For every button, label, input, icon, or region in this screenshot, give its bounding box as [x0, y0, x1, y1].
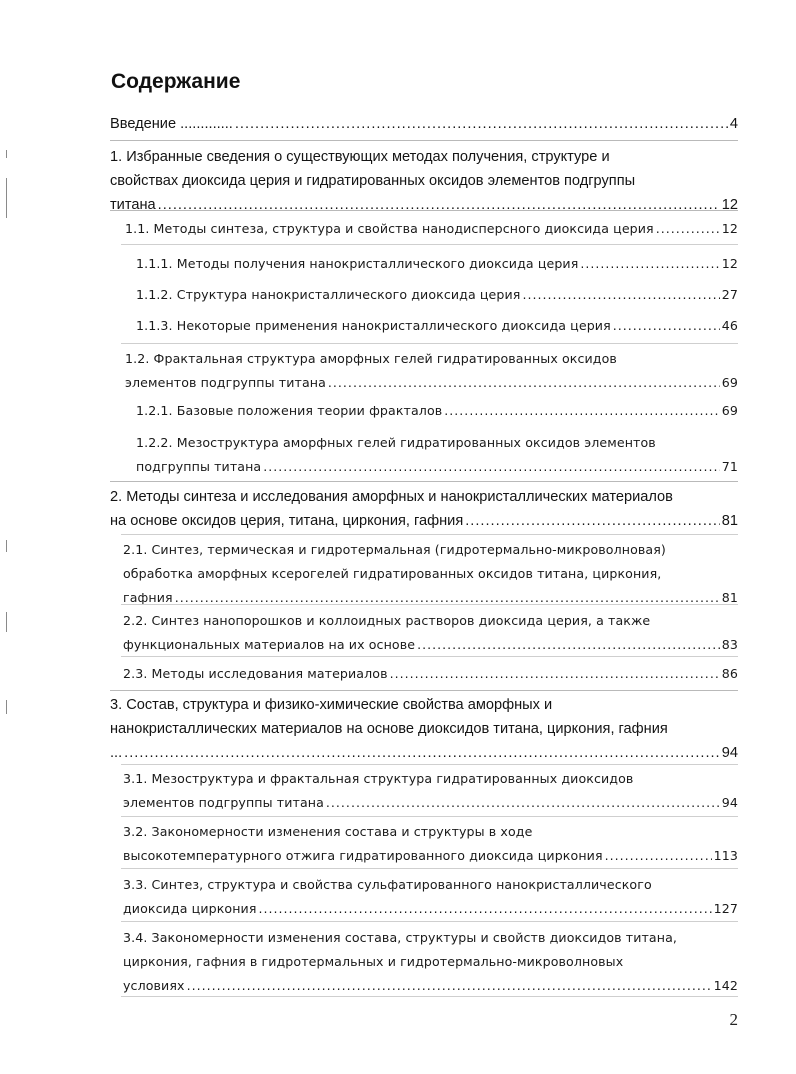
toc-page-number: 83 [721, 637, 738, 652]
toc-entry[interactable] [123, 609, 738, 657]
toc-page-number: 27 [721, 287, 738, 302]
toc-page-number: 142 [713, 978, 738, 993]
toc-entry-text: 1.1. Методы синтеза, структура и свойства нанодисперсного диоксида церия [125, 221, 654, 236]
toc-entry-text: титана [110, 197, 156, 213]
toc-entry-text: диоксида циркония [123, 901, 257, 916]
toc-leader [522, 283, 719, 307]
toc-entry[interactable] [136, 252, 738, 276]
toc-page-number: 12 [721, 221, 738, 236]
toc-entry-line: 3.4. Закономерности изменения состава, структуры и свойств диоксидов титана, [123, 930, 678, 945]
toc-entry[interactable] [136, 314, 738, 338]
page-number: 2 [729, 1010, 738, 1029]
divider [121, 921, 738, 922]
toc-leader [187, 974, 712, 998]
toc-leader [613, 314, 720, 338]
divider [121, 244, 738, 245]
scan-mark [6, 612, 7, 632]
toc-entry-line: 1.2. Фрактальная структура аморфных гелей гидратированных оксидов [125, 351, 617, 366]
toc-leader [158, 193, 720, 217]
toc-entry[interactable] [123, 873, 738, 921]
toc-entry-line: 2.2. Синтез нанопорошков и коллоидных растворов диоксида церия, а также [123, 613, 651, 628]
toc-leader [326, 791, 720, 815]
scan-mark [6, 150, 7, 158]
toc-entry-line: 2.1. Синтез, термическая и гидротермальная (гидротермально-микроволновая) [123, 542, 666, 557]
toc-leader [263, 455, 720, 479]
toc-entry-line: нанокристаллических материалов на основе диоксидов титана, циркония, гафния [110, 721, 668, 737]
toc-entry-text: Введение ............. [110, 116, 233, 132]
toc-entry[interactable] [136, 431, 738, 479]
toc-entry[interactable] [136, 283, 738, 307]
toc-entry-text: 2.3. Методы исследования материалов [123, 666, 388, 681]
toc-entry[interactable] [125, 347, 738, 395]
toc-page-number: 81 [721, 590, 738, 605]
toc-leader [390, 662, 720, 686]
toc-entry-text: подгруппы титана [136, 459, 262, 474]
toc-page-number: 94 [721, 795, 738, 810]
toc-entry[interactable] [123, 767, 738, 815]
toc-entry-text: гафния [123, 590, 173, 605]
toc-page-number: 69 [721, 375, 738, 390]
toc-entry-text: 1.1.1. Методы получения нанокристаллического диоксида церия [136, 256, 579, 271]
divider [121, 604, 738, 605]
divider [121, 868, 738, 869]
toc-entry[interactable] [110, 145, 738, 217]
toc-entry[interactable] [110, 485, 738, 533]
scan-mark [6, 700, 7, 714]
toc-page-number: 94 [721, 745, 738, 761]
toc-page-number: 46 [721, 318, 738, 333]
toc-entry[interactable] [125, 217, 738, 241]
divider [121, 534, 738, 535]
toc-title: Содержание [111, 70, 241, 93]
toc-leader [656, 217, 720, 241]
divider [110, 140, 738, 141]
toc-page-number: 71 [721, 459, 738, 474]
toc-page-number: 113 [713, 848, 738, 863]
toc-page-number: 69 [721, 403, 738, 418]
toc-entry-line: 1. Избранные сведения о существующих методах получения, структуре и [110, 149, 610, 165]
toc-leader [175, 586, 720, 610]
toc-entry-text: 1.1.2. Структура нанокристаллического диоксида церия [136, 287, 521, 302]
toc-entry-line: 3.1. Мезоструктура и фрактальная структура гидратированных диоксидов [123, 771, 634, 786]
divider [121, 996, 738, 997]
toc-page-number: 4 [729, 116, 738, 132]
toc-entry-text: функциональных материалов на их основе [123, 637, 416, 652]
toc-entry[interactable] [110, 693, 738, 765]
toc-leader [605, 844, 712, 868]
toc-entry-text: высокотемпературного отжига гидратированного диоксида циркония [123, 848, 603, 863]
toc-entry-line: циркония, гафния в гидротермальных и гидротермально-микроволновых [123, 954, 624, 969]
divider [121, 656, 738, 657]
divider [110, 210, 738, 211]
toc-entry[interactable] [123, 538, 738, 610]
divider [121, 343, 738, 344]
toc-entry-line: 3.2. Закономерности изменения состава и структуры в ходе [123, 824, 533, 839]
toc-leader [235, 112, 728, 136]
toc-leader [124, 741, 720, 765]
toc-leader [417, 633, 720, 657]
toc-leader [444, 399, 719, 423]
toc-entry-line: 2. Методы синтеза и исследования аморфных и нанокристаллических материалов [110, 489, 673, 505]
toc-leader [259, 897, 712, 921]
toc-entry[interactable] [110, 112, 738, 136]
toc-entry-text: 1.2.1. Базовые положения теории фракталов [136, 403, 443, 418]
divider [110, 690, 738, 691]
toc-entry-text: элементов подгруппы титана [125, 375, 326, 390]
toc-entry-text: условиях [123, 978, 185, 993]
toc-page-number: 12 [721, 256, 738, 271]
toc-entry[interactable] [123, 662, 738, 686]
toc-entry[interactable] [123, 926, 738, 998]
toc-entry[interactable] [136, 399, 738, 423]
scan-mark [6, 178, 7, 218]
divider [121, 816, 738, 817]
toc-entry[interactable] [123, 820, 738, 868]
divider [110, 481, 738, 482]
toc-entry-text: ... [110, 745, 123, 761]
toc-leader [580, 252, 719, 276]
toc-entry-line: обработка аморфных ксерогелей гидратированных оксидов титана, циркония, [123, 566, 662, 581]
toc-entry-text: элементов подгруппы титана [123, 795, 324, 810]
toc-entry-text: на основе оксидов церия, титана, циркония, гафния [110, 513, 464, 529]
scan-mark [6, 540, 7, 552]
toc-entry-line: 3.3. Синтез, структура и свойства сульфатированного нанокристаллического [123, 877, 652, 892]
toc-page-number: 12 [721, 197, 738, 213]
toc-entry-text: 1.1.3. Некоторые применения нанокристаллического диоксида церия [136, 318, 611, 333]
toc-page-number: 81 [721, 513, 738, 529]
toc-leader [465, 509, 720, 533]
toc-entry-line: свойствах диоксида церия и гидратированных оксидов элементов подгруппы [110, 173, 636, 189]
toc-page-number: 86 [721, 666, 738, 681]
toc-entry-line: 1.2.2. Мезоструктура аморфных гелей гидратированных оксидов элементов [136, 435, 656, 450]
divider [121, 764, 738, 765]
toc-leader [328, 371, 720, 395]
toc-entry-line: 3. Состав, структура и физико-химические свойства аморфных и [110, 697, 553, 713]
toc-page-number: 127 [713, 901, 738, 916]
